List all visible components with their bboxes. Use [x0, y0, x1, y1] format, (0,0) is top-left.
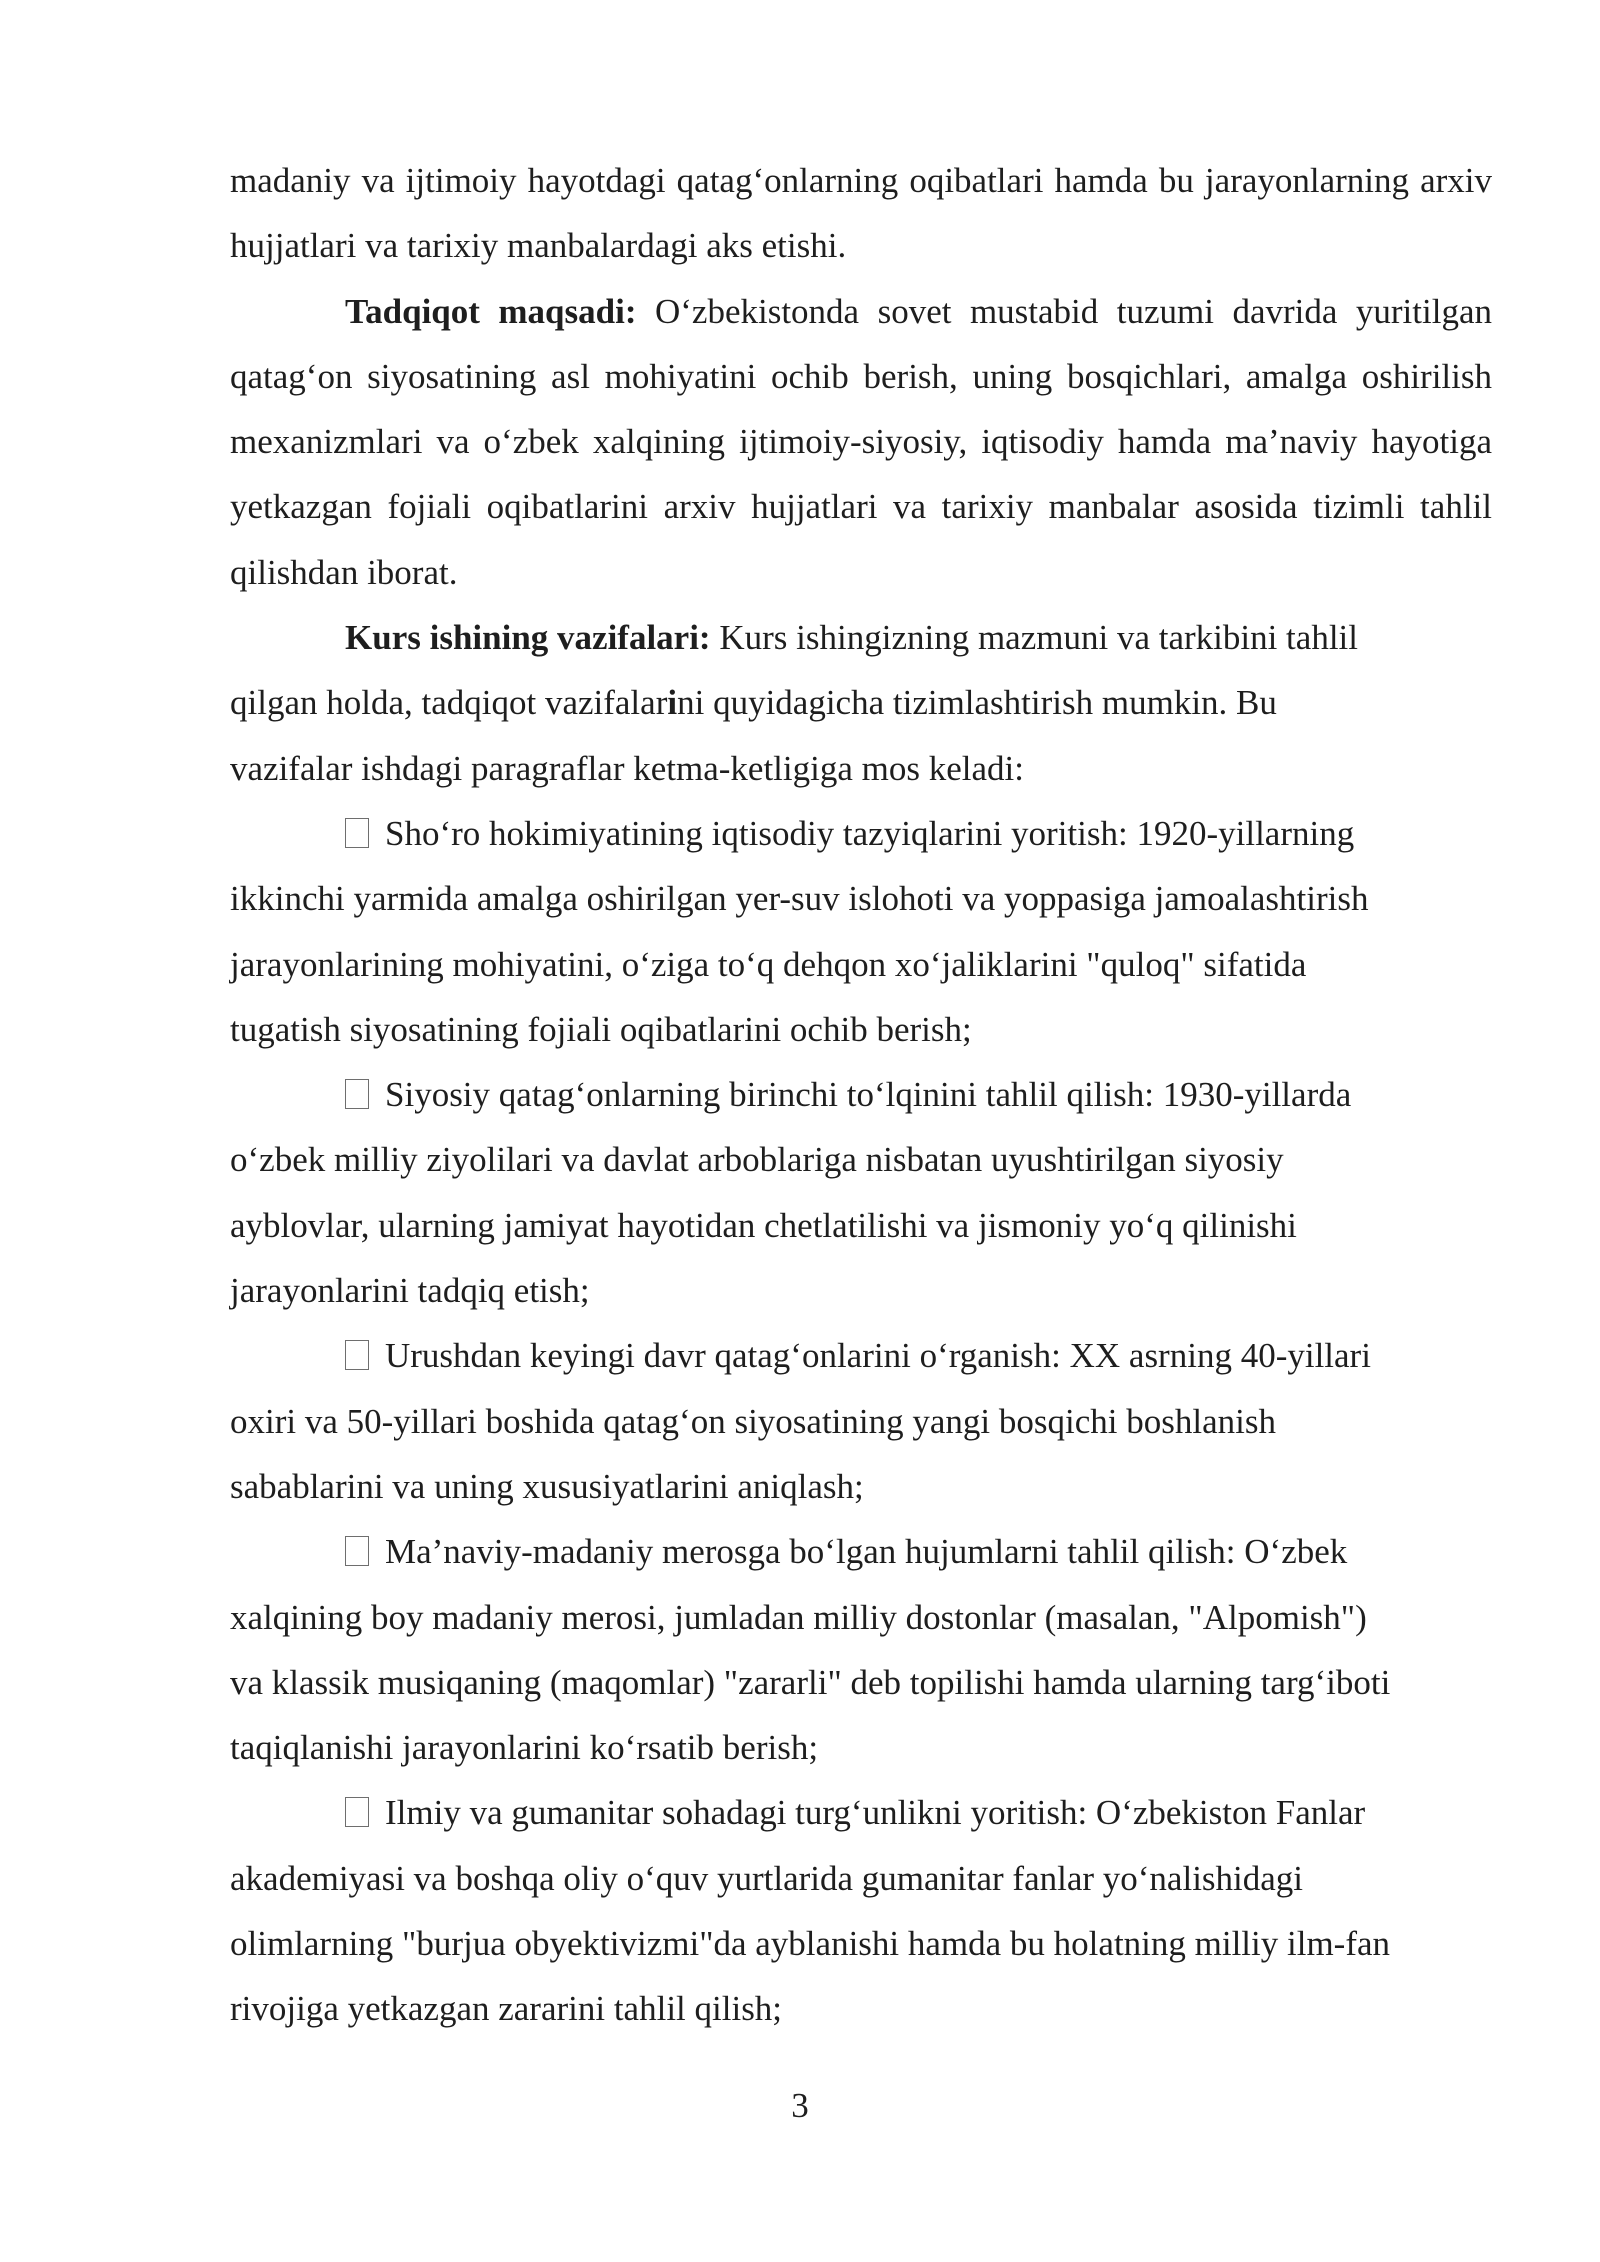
- missing-glyph-bullet-icon: [345, 1536, 369, 1566]
- bullet-item: [230, 1519, 1492, 1780]
- bullet-line: jarayonlarining mohiyatini, o‘ziga to‘q dehqon xo‘jaliklarini "quloq" sifatida: [230, 944, 1307, 984]
- tasks-text: ni quyidagicha tizimlashtirish mumkin. Bu: [677, 683, 1277, 723]
- bullet-text: Ma’naviy-madaniy merosga bo‘lgan hujumlarni tahlil qilish: O‘zbek: [385, 1532, 1348, 1572]
- tasks-paragraph: [230, 605, 1492, 801]
- missing-glyph-bullet-icon: [345, 1079, 369, 1109]
- tasks-line: [230, 605, 1492, 670]
- tasks-line: [230, 670, 1492, 735]
- aim-text: O‘zbekistonda sovet mustabid tuzumi davrida yuritilgan qatag‘on siyosatining asl mohiyatini ochib berish, uning bosqichlari, amalga oshirilish mexanizmlari va o‘zbek xalqining ijtimoiy-siyosiy, iqtisodiy hamda ma’naviy hayotiga yetkazgan fojiali oqibatlarini arxiv hujjatlari va tarixiy manbalar asosida tizimli tahlil qilishdan iborat.: [230, 291, 1492, 592]
- document-page: [230, 148, 1492, 2042]
- bullet-line: ayblovlar, ularning jamiyat hayotidan chetlatilishi va jismoniy yo‘q qilinishi: [230, 1205, 1297, 1245]
- bullet-line: xalqining boy madaniy merosi, jumladan milliy dostonlar (masalan, "Alpomish"): [230, 1597, 1367, 1637]
- bullet-item: [230, 1323, 1492, 1519]
- bullet-text: Sho‘ro hokimiyatining iqtisodiy tazyiqlarini yoritish: 1920-yillarning: [385, 813, 1355, 853]
- bullet-line: oxiri va 50-yillari boshida qatag‘on siyosatining yangi bosqichi boshlanish: [230, 1401, 1276, 1441]
- missing-glyph-bullet-icon: [345, 818, 369, 848]
- bullet-item: [230, 1062, 1492, 1323]
- bullet-line: tugatish siyosatining fojiali oqibatlarini ochib berish;: [230, 1009, 972, 1049]
- bullet-line: [230, 1780, 1492, 1845]
- bullet-line: [230, 1519, 1492, 1584]
- page-number: 3: [791, 2086, 809, 2125]
- tasks-bold-letter: i: [667, 683, 678, 723]
- tasks-text: qilgan holda, tadqiqot vazifalar: [230, 683, 668, 723]
- bullet-item: [230, 1780, 1492, 2041]
- bullet-line: jarayonlarini tadqiq etish;: [230, 1271, 590, 1311]
- bullet-line: [230, 1323, 1492, 1388]
- bullet-text: Siyosiy qatag‘onlarning birinchi to‘lqinini tahlil qilish: 1930-yillarda: [385, 1075, 1352, 1115]
- aim-paragraph: [230, 279, 1492, 605]
- missing-glyph-bullet-icon: [345, 1797, 369, 1827]
- bullet-line: [230, 1062, 1492, 1127]
- bullet-text: Urushdan keyingi davr qatag‘onlarini o‘rganish: XX asrning 40-yillari: [385, 1336, 1371, 1376]
- missing-glyph-bullet-icon: [345, 1340, 369, 1370]
- bullet-line: taqiqlanishi jarayonlarini ko‘rsatib berish;: [230, 1728, 819, 1768]
- bullet-line: va klassik musiqaning (maqomlar) "zararli" deb topilishi hamda ularning targ‘iboti: [230, 1662, 1391, 1702]
- bullet-text: Ilmiy va gumanitar sohadagi turg‘unlikni yoritish: O‘zbekiston Fanlar: [385, 1793, 1366, 1833]
- bullet-line: ikkinchi yarmida amalga oshirilgan yer-suv islohoti va yoppasiga jamoalashtirish: [230, 879, 1369, 919]
- tasks-label: Kurs ishining vazifalari:: [345, 618, 711, 658]
- tasks-text: Kurs ishingizning mazmuni va tarkibini tahlil: [710, 618, 1358, 658]
- bullet-item: [230, 801, 1492, 1062]
- intro-paragraph: madaniy va ijtimoiy hayotdagi qatag‘onlarning oqibatlari hamda bu jarayonlarning arxiv hujjatlari va tarixiy manbalardagi aks etishi.: [230, 161, 1492, 266]
- bullet-line: rivojiga yetkazgan zararini tahlil qilish;: [230, 1989, 783, 2029]
- aim-label: Tadqiqot maqsadi:: [345, 291, 637, 331]
- bullet-line: akademiyasi va boshqa oliy o‘quv yurtlarida gumanitar fanlar yo‘nalishidagi: [230, 1858, 1304, 1898]
- bullet-line: sabablarini va uning xususiyatlarini aniqlash;: [230, 1466, 864, 1506]
- tasks-line: vazifalar ishdagi paragraflar ketma-ketligiga mos keladi:: [230, 748, 1024, 788]
- bullet-line: olimlarning "burjua obyektivizmi"da ayblanishi hamda bu holatning milliy ilm-fan: [230, 1924, 1391, 1964]
- bullet-line: o‘zbek milliy ziyolilari va davlat arboblariga nisbatan uyushtirilgan siyosiy: [230, 1140, 1284, 1180]
- bullet-line: [230, 801, 1492, 866]
